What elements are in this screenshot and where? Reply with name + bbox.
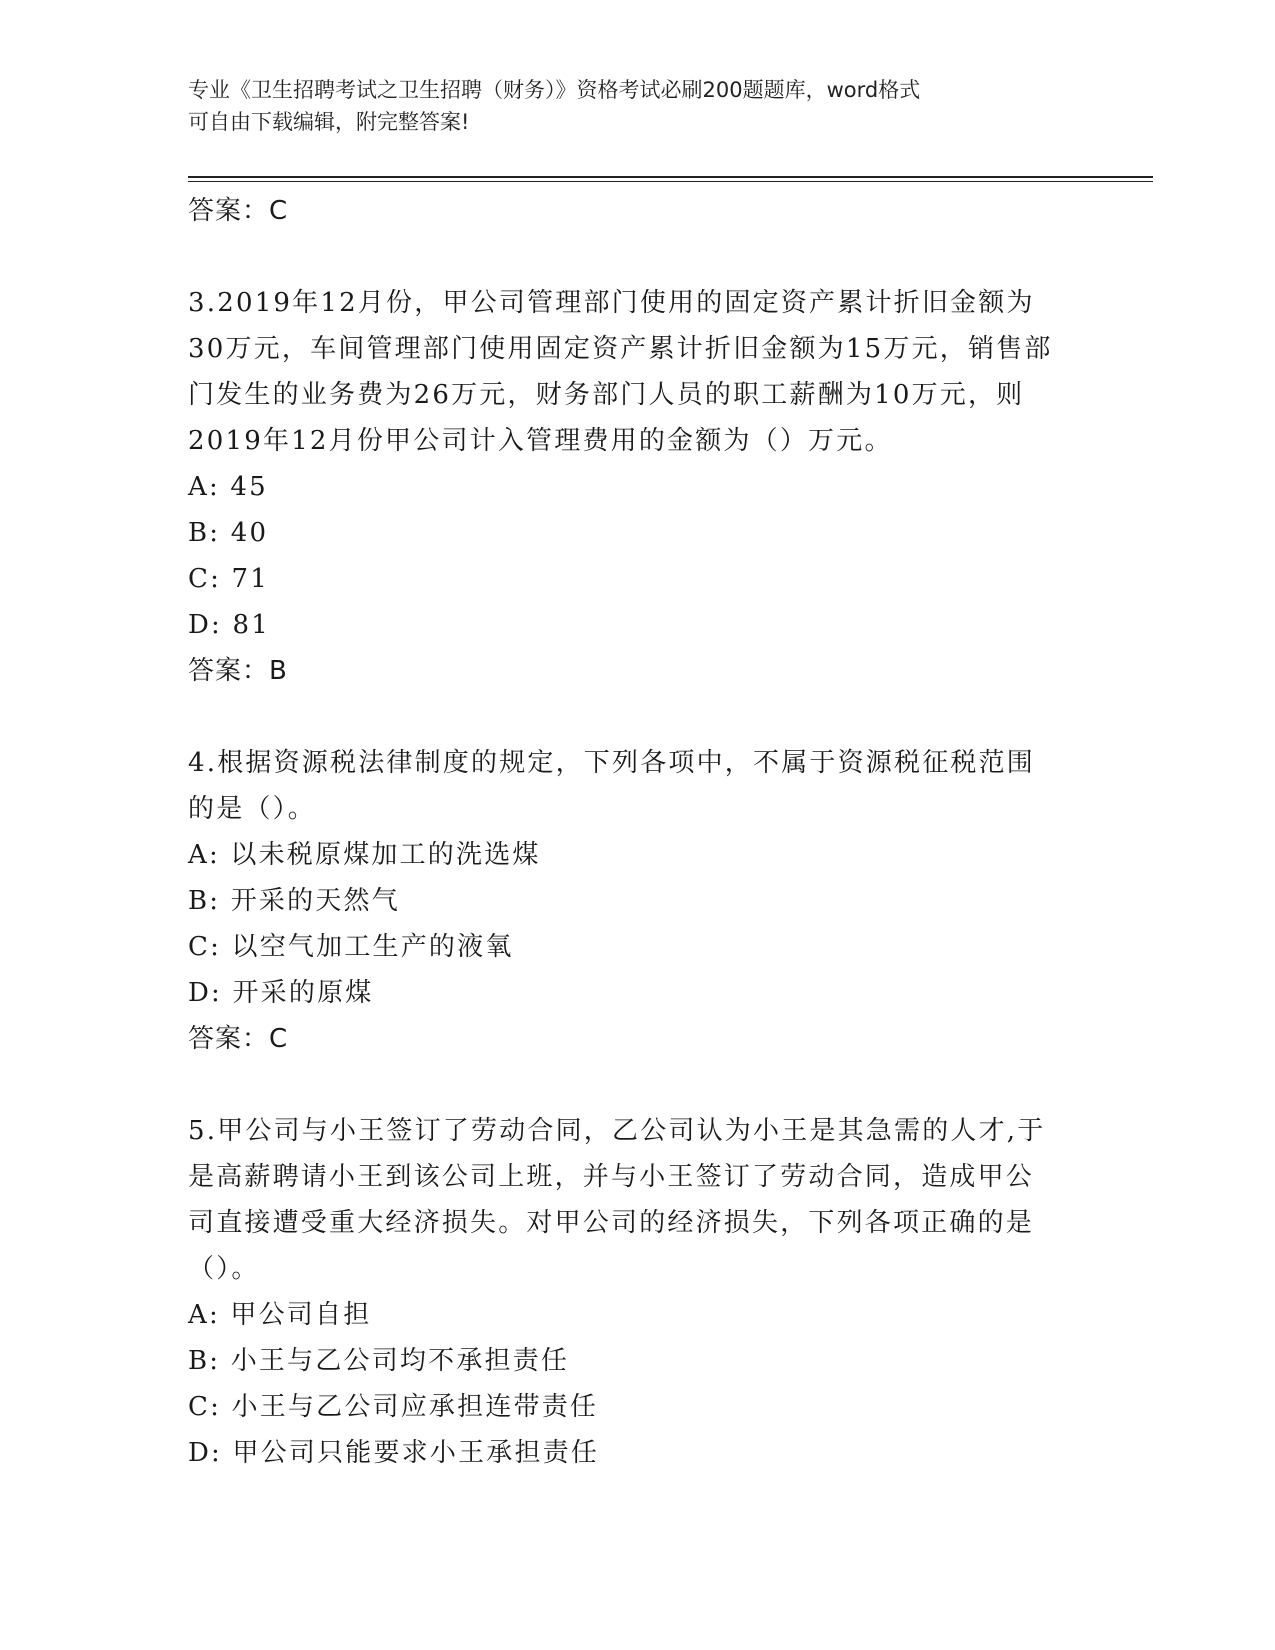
previous-answer: 答案：C: [188, 196, 289, 226]
question-5: [188, 1108, 1088, 1476]
question-3: [188, 280, 1088, 694]
header-line-2: 可自由下载编辑，附完整答案!: [188, 110, 470, 134]
spacer: [188, 1062, 1088, 1108]
question-stem-line: 的是（）。: [188, 794, 317, 824]
answer: 答案：C: [188, 1024, 289, 1054]
option-d: D: 甲公司只能要求小王承担责任: [188, 1438, 600, 1468]
answer: 答案：B: [188, 656, 288, 686]
question-stem-line: 2019年12月份甲公司计入管理费用的金额为（）万元。: [188, 426, 893, 456]
question-stem-line: （）。: [188, 1254, 260, 1284]
question-stem-line: 门发生的业务费为26万元，财务部门人员的职工薪酬为10万元，则: [188, 380, 1025, 410]
option-d: D: 81: [188, 610, 270, 640]
option-a: A: 45: [188, 472, 268, 502]
option-d: D: 开采的原煤: [188, 978, 374, 1008]
question-4: [188, 740, 1088, 1062]
question-stem-line: 5.甲公司与小王签订了劳动合同，乙公司认为小王是其急需的人才,于: [188, 1116, 1046, 1146]
header-line-1: 专业《卫生招聘考试之卫生招聘（财务）》资格考试必刷200题题库，word格式: [188, 78, 921, 102]
spacer: [188, 694, 1088, 740]
question-stem-line: 3.2019年12月份，甲公司管理部门使用的固定资产累计折旧金额为: [188, 288, 1035, 318]
question-stem-line: 4.根据资源税法律制度的规定，下列各项中，不属于资源税征税范围: [188, 748, 1036, 778]
question-stem-line: 司直接遭受重大经济损失。对甲公司的经济损失，下列各项正确的是: [188, 1208, 1035, 1238]
header-rule-thin: [188, 181, 1153, 182]
spacer: [188, 234, 1088, 280]
option-b: B: 开采的天然气: [188, 886, 400, 916]
option-c: C: 以空气加工生产的液氧: [188, 932, 514, 962]
option-c: C: 小王与乙公司应承担连带责任: [188, 1392, 599, 1422]
document-header: [188, 74, 1088, 138]
option-b: B: 40: [188, 518, 269, 548]
option-b: B: 小王与乙公司均不承担责任: [188, 1346, 570, 1376]
header-rule-thick: [188, 176, 1153, 178]
document-body: [188, 188, 1088, 1476]
question-stem-line: 30万元，车间管理部门使用固定资产累计折旧金额为15万元，销售部: [188, 334, 1053, 364]
option-c: C: 71: [188, 564, 270, 594]
option-a: A: 甲公司自担: [188, 1300, 372, 1330]
question-stem-line: 是高薪聘请小王到该公司上班，并与小王签订了劳动合同，造成甲公: [188, 1162, 1035, 1192]
option-a: A: 以未税原煤加工的洗选煤: [188, 840, 541, 870]
